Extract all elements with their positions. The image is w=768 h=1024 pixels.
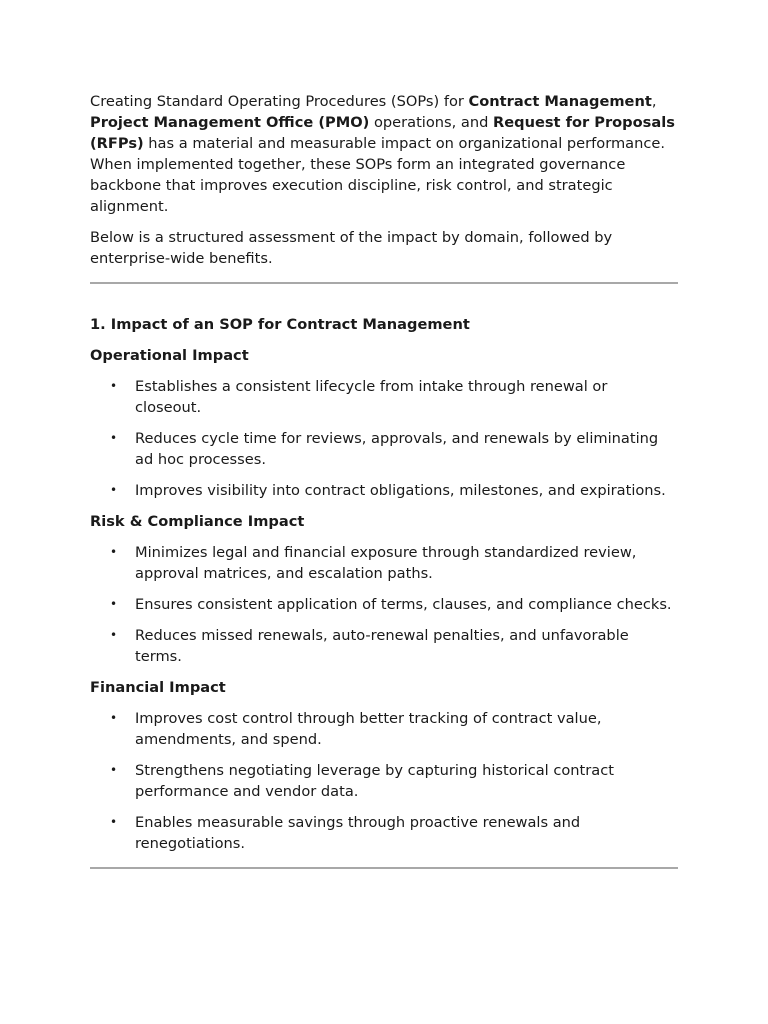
intro-text-1: Creating Standard Operating Procedures (SOPs) for bbox=[90, 93, 469, 110]
intro-paragraph bbox=[90, 91, 678, 217]
list-item-text: Ensures consistent application of terms, clauses, and compliance checks. bbox=[135, 596, 672, 613]
group-heading: Operational Impact bbox=[90, 347, 249, 364]
list-item-text: Minimizes legal and financial exposure through standardized review, approval matrices, and escalation paths. bbox=[135, 544, 637, 582]
group-heading: Financial Impact bbox=[90, 679, 226, 696]
intro-summary-paragraph: Below is a structured assessment of the impact by domain, followed by enterprise-wide benefits. bbox=[90, 229, 613, 267]
list-item bbox=[90, 480, 678, 501]
intro-bold-pmo: Project Management Office (PMO) bbox=[90, 114, 370, 131]
list-item-text: Reduces missed renewals, auto-renewal penalties, and unfavorable terms. bbox=[135, 627, 629, 665]
list-item-text: Establishes a consistent lifecycle from intake through renewal or closeout. bbox=[135, 378, 608, 416]
bullet-icon: • bbox=[110, 628, 118, 642]
list-item bbox=[90, 812, 678, 854]
group-financial-impact bbox=[90, 677, 678, 854]
list-item bbox=[90, 428, 678, 470]
bullet-icon: • bbox=[110, 379, 118, 393]
list-item-text: Improves cost control through better tracking of contract value, amendments, and spend. bbox=[135, 710, 602, 748]
bullet-list bbox=[90, 376, 678, 501]
divider-bottom bbox=[90, 867, 678, 869]
list-item bbox=[90, 376, 678, 418]
list-item bbox=[90, 625, 678, 667]
list-item-text: Strengthens negotiating leverage by capturing historical contract performance and vendor data. bbox=[135, 762, 614, 800]
divider-top bbox=[90, 282, 678, 284]
list-item-text: Improves visibility into contract obligations, milestones, and expirations. bbox=[135, 482, 666, 499]
intro-text-4: has a material and measurable impact on organizational performance. When implemented together, these SOPs form an integrated governance backbone that improves execution discipline, risk control, and strategic alignment. bbox=[90, 135, 665, 215]
bullet-list bbox=[90, 708, 678, 854]
bullet-icon: • bbox=[110, 763, 118, 777]
bullet-icon: • bbox=[110, 431, 118, 445]
intro-text-2: , bbox=[651, 93, 657, 110]
list-item bbox=[90, 542, 678, 584]
bullet-icon: • bbox=[110, 483, 118, 497]
list-item bbox=[90, 708, 678, 750]
intro-bold-contract-management: Contract Management bbox=[468, 93, 652, 110]
bullet-icon: • bbox=[110, 597, 118, 611]
list-item bbox=[90, 594, 678, 615]
section-title: 1. Impact of an SOP for Contract Management bbox=[90, 316, 470, 333]
list-item-text: Reduces cycle time for reviews, approvals, and renewals by eliminating ad hoc processes. bbox=[135, 430, 659, 468]
group-operational-impact bbox=[90, 345, 678, 501]
group-risk-compliance-impact bbox=[90, 511, 678, 667]
intro-text-3: operations, and bbox=[369, 114, 493, 131]
bullet-icon: • bbox=[110, 711, 118, 725]
bullet-icon: • bbox=[110, 545, 118, 559]
list-item bbox=[90, 760, 678, 802]
bullet-list bbox=[90, 542, 678, 667]
document-page bbox=[90, 91, 678, 869]
bullet-icon: • bbox=[110, 815, 118, 829]
intro-bold-rfps: Request for Proposals (RFPs) bbox=[90, 114, 675, 152]
group-heading: Risk & Compliance Impact bbox=[90, 513, 305, 530]
list-item-text: Enables measurable savings through proactive renewals and renegotiations. bbox=[135, 814, 581, 852]
